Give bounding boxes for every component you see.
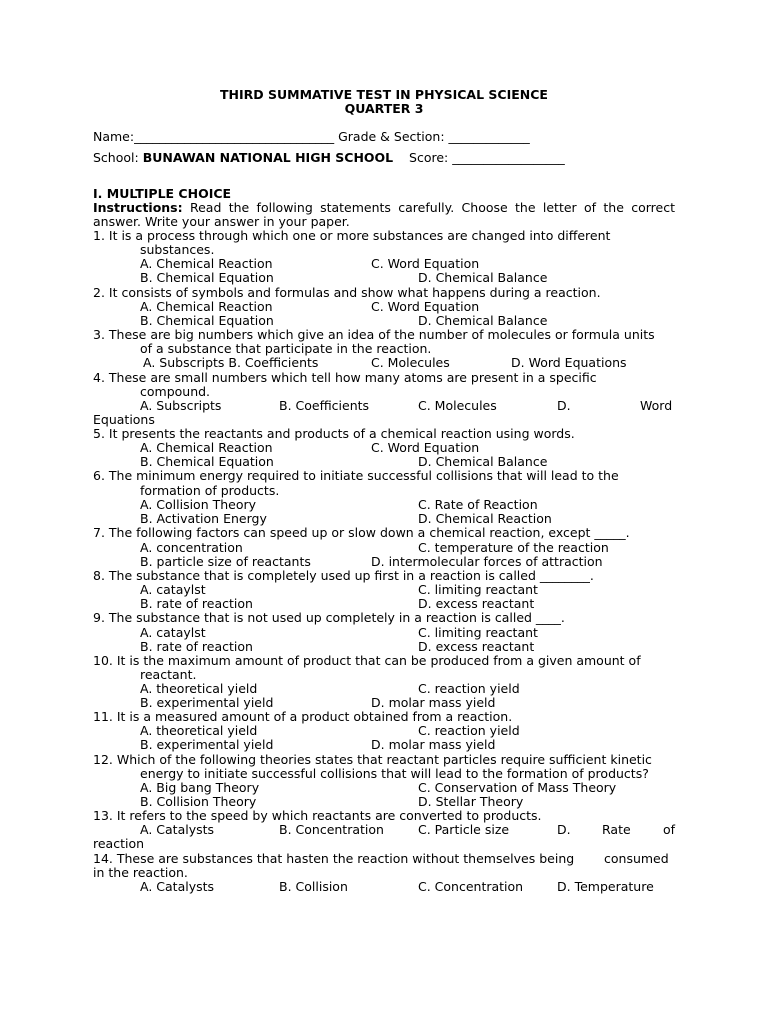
choice: B. experimental yield xyxy=(140,737,274,752)
question-12: 12. Which of the following theories states that reactant particles require sufficient kinetic xyxy=(93,752,652,767)
choice: B. Collision Theory xyxy=(140,794,257,809)
school-name: BUNAWAN NATIONAL HIGH SCHOOL xyxy=(142,150,394,165)
choice: Word xyxy=(640,398,673,413)
choice: B. Chemical Equation xyxy=(140,454,274,469)
choice: D. molar mass yield xyxy=(371,737,496,752)
choice: C. Word Equation xyxy=(371,256,480,271)
choice: D. Chemical Reaction xyxy=(418,511,552,526)
choice: C. reaction yield xyxy=(418,681,520,696)
choice: D. intermolecular forces of attraction xyxy=(371,554,603,569)
choice: C. Conservation of Mass Theory xyxy=(418,780,617,795)
choice: A. theoretical yield xyxy=(140,723,258,738)
question-7: 7. The following factors can speed up or slow down a chemical reaction, except _____. xyxy=(93,525,630,540)
choice: D. excess reactant xyxy=(418,596,535,611)
name-label: Name: xyxy=(93,129,135,144)
choice: C. limiting reactant xyxy=(418,625,538,640)
question-5: 5. It presents the reactants and products of a chemical reaction using words. xyxy=(93,426,575,441)
choice: A. Chemical Reaction xyxy=(140,440,273,455)
instructions-line2: answer. Write your answer in your paper. xyxy=(93,214,350,229)
choice: A. Collision Theory xyxy=(140,497,257,512)
score-label: Score: xyxy=(409,150,449,165)
question-14: 14. These are substances that hasten the reaction without themselves being xyxy=(93,851,575,866)
question-14-word: consumed xyxy=(604,851,669,866)
choice: C. Word Equation xyxy=(371,299,480,314)
instructions-label: Instructions: xyxy=(93,200,183,215)
choice: D. excess reactant xyxy=(418,639,535,654)
choice: C. Molecules xyxy=(371,355,450,370)
question-2: 2. It consists of symbols and formulas and show what happens during a reaction. xyxy=(93,285,601,300)
choice: D. Chemical Balance xyxy=(418,313,548,328)
question-14-cont: in the reaction. xyxy=(93,865,188,880)
name-blank: ________________________________ xyxy=(134,129,335,144)
choice: B. Collision xyxy=(279,879,348,894)
choice: A. Subscripts B. Coefficients xyxy=(143,355,319,370)
choice: A. Chemical Reaction xyxy=(140,299,273,314)
question-10: 10. It is the maximum amount of product that can be produced from a given amount of xyxy=(93,653,641,668)
choice: C. temperature of the reaction xyxy=(418,540,609,555)
choice: B. rate of reaction xyxy=(140,639,253,654)
question-6: 6. The minimum energy required to initiate successful collisions that will lead to the xyxy=(93,468,619,483)
grade-label: Grade & Section: xyxy=(338,129,445,144)
choice: D. Word Equations xyxy=(511,355,627,370)
choice: C. Concentration xyxy=(418,879,524,894)
choice: A. cataylst xyxy=(140,582,206,597)
question-11: 11. It is a measured amount of a product obtained from a reaction. xyxy=(93,709,513,724)
question-4: 4. These are small numbers which tell how many atoms are present in a specific xyxy=(93,370,597,385)
choice: A. Catalysts xyxy=(140,822,215,837)
choice: B. Concentration xyxy=(279,822,384,837)
choice: B. Coefficients xyxy=(279,398,370,413)
choice: D. xyxy=(557,822,571,837)
choice: C. Word Equation xyxy=(371,440,480,455)
question-12-cont: energy to initiate successful collisions that will lead to the formation of products? xyxy=(140,766,649,781)
choice: D. Temperature xyxy=(557,879,654,894)
choice: reaction xyxy=(93,836,145,851)
question-13: 13. It refers to the speed by which reactants are converted to products. xyxy=(93,808,542,823)
question-10-cont: reactant. xyxy=(140,667,197,682)
choice: A. Catalysts xyxy=(140,879,215,894)
question-1-cont: substances. xyxy=(140,242,215,257)
choice: C. reaction yield xyxy=(418,723,520,738)
question-3-cont: of a substance that participate in the reaction. xyxy=(140,341,432,356)
choice: C. limiting reactant xyxy=(418,582,538,597)
question-4-cont: compound. xyxy=(140,384,211,399)
choice: A. theoretical yield xyxy=(140,681,258,696)
choice: C. Particle size xyxy=(418,822,510,837)
choice: D. Chemical Balance xyxy=(418,270,548,285)
score-blank: __________________ xyxy=(452,150,565,165)
choice: B. Activation Energy xyxy=(140,511,267,526)
choice: A. Subscripts xyxy=(140,398,222,413)
choice: D. Stellar Theory xyxy=(418,794,524,809)
choice: B. Chemical Equation xyxy=(140,270,274,285)
question-8: 8. The substance that is completely used up first in a reaction is called ________. xyxy=(93,568,594,583)
choice: of xyxy=(663,822,676,837)
choice: D. xyxy=(557,398,571,413)
school-field xyxy=(93,151,565,165)
choice: A. concentration xyxy=(140,540,243,555)
quarter-label: QUARTER 3 xyxy=(344,101,424,116)
choice: D. Chemical Balance xyxy=(418,454,548,469)
question-6-cont: formation of products. xyxy=(140,483,280,498)
question-3: 3. These are big numbers which give an idea of the number of molecules or formula units xyxy=(93,327,655,342)
test-title: THIRD SUMMATIVE TEST IN PHYSICAL SCIENCE xyxy=(220,87,548,102)
section-heading: I. MULTIPLE CHOICE xyxy=(93,186,232,201)
instructions-line1: Instructions: Read the following statements carefully. Choose the letter of the correct xyxy=(93,200,676,215)
choice: B. particle size of reactants xyxy=(140,554,311,569)
choice: A. Chemical Reaction xyxy=(140,256,273,271)
choice: B. rate of reaction xyxy=(140,596,253,611)
question-9: 9. The substance that is not used up completely in a reaction is called ____. xyxy=(93,610,565,625)
choice: A. Big bang Theory xyxy=(140,780,260,795)
choice: Equations xyxy=(93,412,155,427)
name-field xyxy=(93,130,530,144)
choice: A. cataylst xyxy=(140,625,206,640)
question-1: 1. It is a process through which one or more substances are changed into different xyxy=(93,228,611,243)
choice: D. molar mass yield xyxy=(371,695,496,710)
grade-blank: _____________ xyxy=(448,129,530,144)
school-label: School: xyxy=(93,150,139,165)
choice: Rate xyxy=(602,822,631,837)
choice: C. Molecules xyxy=(418,398,497,413)
choice: B. experimental yield xyxy=(140,695,274,710)
choice: B. Chemical Equation xyxy=(140,313,274,328)
choice: C. Rate of Reaction xyxy=(418,497,538,512)
